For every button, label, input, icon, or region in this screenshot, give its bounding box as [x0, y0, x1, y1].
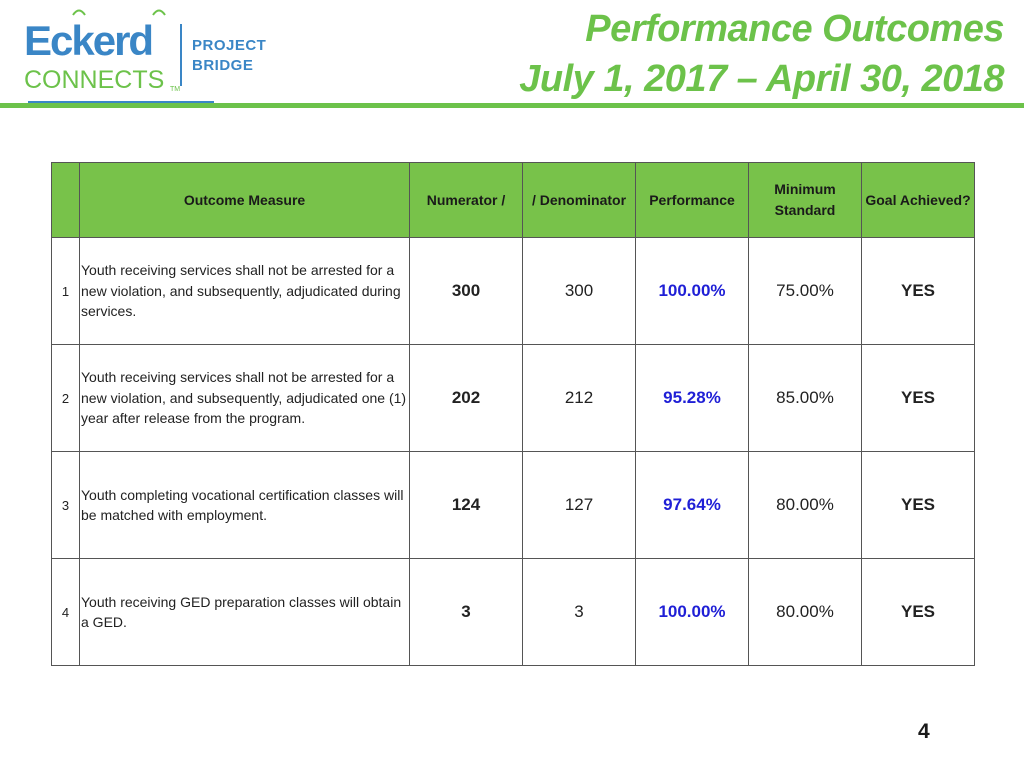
denominator-cell: 212 [523, 345, 636, 452]
performance-cell: 100.00% [636, 238, 749, 345]
denominator-cell: 127 [523, 452, 636, 559]
performance-cell: 100.00% [636, 559, 749, 666]
denominator-cell: 3 [523, 559, 636, 666]
table-row [52, 238, 975, 345]
header-goal-achieved: Goal Achieved? [862, 163, 975, 238]
eckerd-connects-logo [24, 8, 274, 103]
logo-project-bridge [192, 36, 266, 76]
outcome-measure-cell: Youth receiving GED preparation classes will obtain a GED. [80, 559, 410, 666]
row-index: 3 [52, 452, 80, 559]
row-index: 4 [52, 559, 80, 666]
table-row [52, 559, 975, 666]
minimum-standard-cell: 80.00% [749, 559, 862, 666]
leaf-icon [72, 8, 86, 16]
logo-bridge: BRIDGE [192, 57, 254, 74]
page-title: Performance Outcomes [585, 8, 1004, 50]
header-outcome-measure: Outcome Measure [80, 163, 410, 238]
header-divider-bar [0, 103, 1024, 108]
minimum-standard-cell: 75.00% [749, 238, 862, 345]
leaf-icon [152, 8, 166, 16]
performance-cell: 95.28% [636, 345, 749, 452]
goal-achieved-cell: YES [862, 452, 975, 559]
outcome-measure-cell: Youth receiving services shall not be arrested for a new violation, and subsequently, adjudicated one (1) year after release from the program. [80, 345, 410, 452]
numerator-cell: 3 [410, 559, 523, 666]
row-index: 2 [52, 345, 80, 452]
goal-achieved-cell: YES [862, 345, 975, 452]
logo-connects-wordmark: CONNECTS [24, 66, 165, 94]
table-row [52, 345, 975, 452]
goal-achieved-cell: YES [862, 559, 975, 666]
numerator-cell: 202 [410, 345, 523, 452]
table-row [52, 452, 975, 559]
numerator-cell: 124 [410, 452, 523, 559]
logo-divider [180, 24, 182, 86]
header-minimum-standard: Minimum Standard [749, 163, 862, 238]
page-number: 4 [918, 720, 930, 743]
header-index [52, 163, 80, 238]
table-header-row [52, 163, 975, 238]
outcome-measure-cell: Youth completing vocational certification classes will be matched with employment. [80, 452, 410, 559]
header-numerator: Numerator / [410, 163, 523, 238]
row-index: 1 [52, 238, 80, 345]
header-performance: Performance [636, 163, 749, 238]
outcomes-table [51, 162, 975, 666]
outcome-measure-cell: Youth receiving services shall not be arrested for a new violation, and subsequently, adjudicated during services. [80, 238, 410, 345]
page-subtitle-date-range: July 1, 2017 – April 30, 2018 [519, 58, 1004, 100]
logo-eckerd-wordmark: Eckerd [24, 17, 153, 64]
numerator-cell: 300 [410, 238, 523, 345]
goal-achieved-cell: YES [862, 238, 975, 345]
logo-project: PROJECT [192, 37, 267, 54]
logo-trademark: TM [170, 86, 181, 93]
minimum-standard-cell: 80.00% [749, 452, 862, 559]
denominator-cell: 300 [523, 238, 636, 345]
minimum-standard-cell: 85.00% [749, 345, 862, 452]
header-denominator: / Denominator [523, 163, 636, 238]
performance-cell: 97.64% [636, 452, 749, 559]
